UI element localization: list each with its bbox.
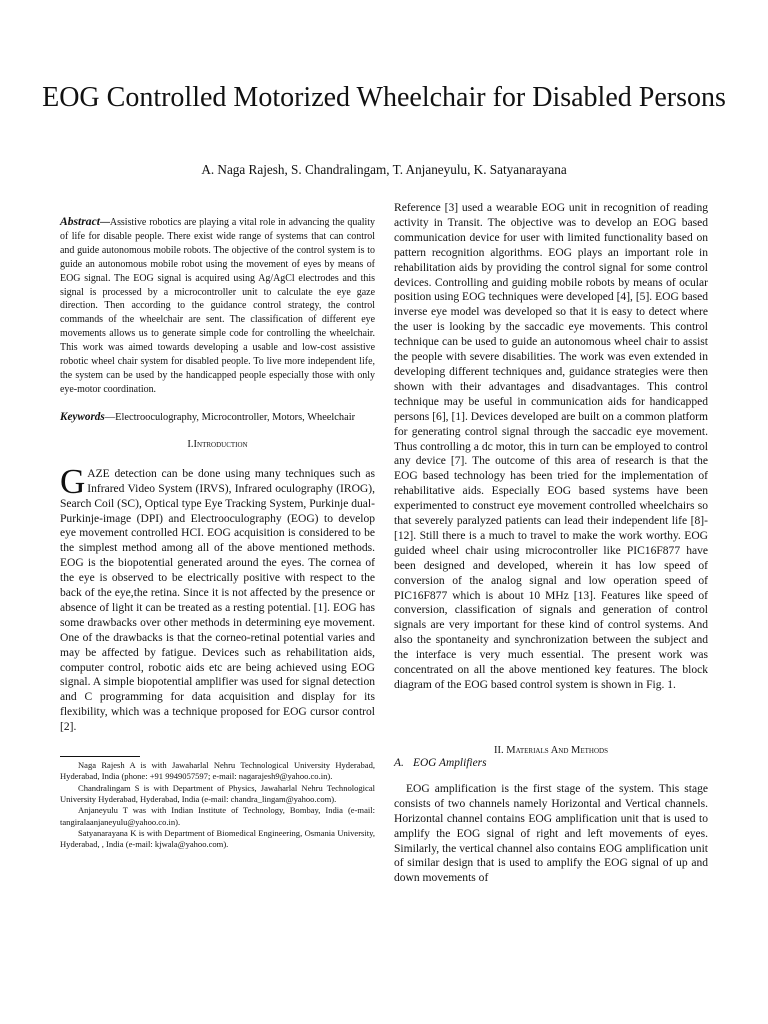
abstract-separator: — <box>99 217 110 228</box>
drop-cap: G <box>60 461 86 501</box>
keywords <box>60 410 375 425</box>
right-column <box>394 201 708 886</box>
subsection-heading <box>394 757 708 769</box>
section-heading-introduction: I.Introduction <box>187 438 248 450</box>
subsection-label: A. <box>394 756 404 769</box>
keywords-label: Keywords <box>60 410 105 423</box>
subsection-title: EOG Amplifiers <box>413 756 487 769</box>
keywords-text: —Electrooculography, Microcontroller, Motors, Wheelchair <box>104 411 356 423</box>
footnote-rule <box>60 756 140 757</box>
footnote-3: Anjaneyulu T was with Indian Institute of Technology, Bombay, India (e-mail: tangiralaanjaneyulu@yahoo.co.in). <box>60 805 375 827</box>
footnote-4: Satyanarayana K is with Department of Biomedical Engineering, Osmania University, Hyderabad, , India (e-mail: kjwala@yahoo.com). <box>60 827 375 850</box>
introduction-text: AZE detection can be done using many techniques such as Infrared Video System (IRVS), Infrared oculography (IROG), Search Coil (SC), Optical type Eye Tracking System, Purkinje dual-Purkinje-image (DPI) and Electrooculography (EOG) to develop eye movement controlled HCI. EOG acquisition is considered to be the simplest method among all of the above mentioned methods. EOG is the biopotential generated around the eyes. The cornea of the eye is observed to be electrically positive with respect to the back of the eye,the retina. Since it is not affected by the presence or absence of light it can be treated as a resting potential. [1]. EOG has some drawbacks over other methods in determining eye movement. One of the drawbacks is that the corneo-retinal potential varies and may be affected by fatigue. Devices such as rehabilitation aids, computer control, robotic aids etc are being achieved using EOG signal. A simple biopotential amplifier was used for signal detection and C programming for data acquisition and display for its flexibility, which was a technique proposed for EOG cursor control [2]. <box>60 467 375 734</box>
abstract-label: Abstract <box>60 215 100 228</box>
footnote-2: Chandralingam S is with Department of Physics, Jawaharlal Nehru Technological University Hyderabad, Hyderabad, India (e-mail: chandra_lingam@yahoo.com). <box>60 782 375 804</box>
footnote-1: Naga Rajesh A is with Jawaharlal Nehru Technological University Hyderabad, Hyderabad, India (phone: +91 9949057597; e-mail: nagarajesh9@yahoo.co.in). <box>60 760 375 782</box>
author-list: A. Naga Rajesh, S. Chandralingam, T. Anjaneyulu, K. Satyanarayana <box>201 162 567 177</box>
paper-title: EOG Controlled Motorized Wheelchair for Disabled Persons <box>42 82 726 113</box>
left-column <box>60 215 375 850</box>
abstract-text: Assistive robotics are playing a vital role in advancing the quality of life for disable people. There exist wide range of systems that can control and guide autonomous mobile robots. The objective of the control system is to guide an autonomous mobile robot using the movement of eyes by means of EOG signal. The EOG signal is acquired using Ag/AgCl electrodes and this signal is processed by a microcontroller unit to calculate the eye gaze direction. Then according to the guidance control strategy, the control commands of the wheelchair are sent. The classification of different eye movements allows us to generate simple code for controlling the wheelchair. This work was aimed towards developing a usable and low-cost assistive robotic wheel chair system for disabled people. To live more independent life, the system can be used by the handicapped people especially those with only eye-motor coordination. <box>60 217 375 395</box>
eog-amplifiers-paragraph: EOG amplification is the first stage of the system. This stage consists of two channels namely Horizontal and Vertical channels. Horizontal channel contains EOG amplification unit that is used to amplify the EOG signal of right and left movements of eyes. Similarly, the vertical channel also contains EOG amplification unit of similar design that is used to amplify the EOG signal of up and down movements of <box>394 782 708 885</box>
section-heading-materials-methods: II. Materials And Methods <box>494 744 608 756</box>
related-work-paragraph: Reference [3] used a wearable EOG unit in recognition of reading activity in Transit. The objective was to develop an EOG based communication device for user with limited functionality based on pattern recognition algorithms. EOG plays an important role in rehabilitation aids by providing the control signal for some control devices. Controlling and guiding mobile robots by means of ocular position using EOG techniques were developed [4], [5]. EOG based inverse eye model was developed so that it is easy to detect where the user is looking by the saccadic eye movements. This control technique can be used to guide an autonomous wheel chair to assist the people with severe disabilities. The work was even extended in developing different techniques and, guidance strategies were then shown with their advantages and disadvantages. This control technique may be useful in communication aids for handicapped persons [6], [1]. Devices developed are built on a common platform for generating control signal through the saccadic eye movement. Thus controlling a dc motor, this in turn can be employed to control any device [7]. The outcome of this area of research is that the EOG based technology has been tried for the implementation of rehabilitative aids. Especially EOG based systems have been experimented to construct eye movement controlled wheelchairs so that severely paralyzed patients can lead their independent life [8]-[12]. Still there is a much to travel to make the work worthy. EOG guided wheel chair using microcontroller like PIC16F877 have been designed and developed, wherein it has low speed of conversion of the analog signal and low operation speed of PIC16F877 which is about 10 MHz [13]. Features like speed of conversion, classification of signals and generation of control signals are very important for these kind of control systems. And also the spontaneity and synchronization between the subject and the interface is very much essential. The present work was concentrated on all the above mentioned key features. The block diagram of the EOG based control system is shown in Fig. 1. <box>394 202 708 691</box>
abstract <box>60 215 375 397</box>
introduction-paragraph <box>60 461 375 735</box>
